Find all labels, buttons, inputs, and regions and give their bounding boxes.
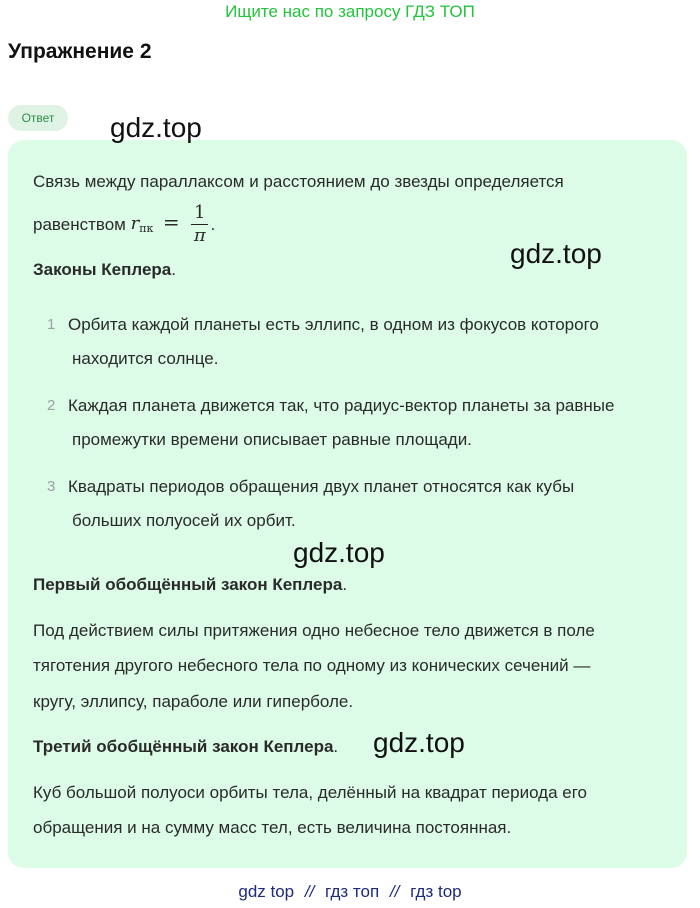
list-item-line: Квадраты периодов обращения двух планет относятся как кубы bbox=[68, 477, 575, 496]
first-general-heading: Первый обобщённый закон Кеплера. bbox=[33, 575, 348, 594]
parallax-formula bbox=[131, 196, 211, 255]
kepler-heading: Законы Кеплера. bbox=[33, 260, 176, 279]
list-item-line: больших полуосей их орбит. bbox=[72, 511, 296, 530]
list-item-line: промежутки времени описывает равные площади. bbox=[72, 430, 472, 449]
footer-link-gdz-top-ru[interactable]: гдз топ bbox=[325, 882, 380, 901]
list-item-line: Орбита каждой планеты есть эллипс, в одном из фокусов которого bbox=[68, 315, 599, 334]
list-number: 3 bbox=[47, 478, 56, 495]
intro-line-1: Связь между параллаксом и расстоянием до звезды определяется bbox=[33, 172, 564, 191]
first-general-line: Под действием силы притяжения одно небесное тело движется в поле bbox=[33, 621, 595, 640]
footer-links bbox=[0, 881, 700, 903]
list-number: 2 bbox=[47, 397, 56, 414]
formula-fraction bbox=[191, 202, 208, 247]
formula-sub: пк bbox=[139, 222, 154, 235]
formula-numerator: 1 bbox=[191, 202, 208, 225]
page-title: Упражнение 2 bbox=[8, 40, 152, 63]
formula-var: r bbox=[130, 213, 140, 234]
list-number: 1 bbox=[47, 316, 56, 333]
footer-link-gdz-top[interactable]: gdz top bbox=[238, 882, 295, 901]
search-banner: Ищите нас по запросу ГДЗ ТОП bbox=[225, 2, 475, 21]
first-general-line: тяготения другого небесного тела по одному из конических сечений — bbox=[33, 656, 591, 675]
formula-denominator: π bbox=[193, 225, 206, 246]
third-general-heading: Третий обобщённый закон Кеплера. bbox=[33, 737, 339, 756]
list-item-line: Каждая планета движется так, что радиус-вектор планеты за равные bbox=[68, 396, 615, 415]
watermark: gdz.top bbox=[373, 727, 465, 758]
footer-link-gdz-top-mixed[interactable]: гдз top bbox=[410, 882, 462, 901]
first-general-line: кругу, эллипсу, параболе или гиперболе. bbox=[33, 692, 354, 711]
intro-suffix: . bbox=[210, 214, 216, 234]
third-general-line: обращения и на сумму масс тел, есть величина постоянная. bbox=[33, 818, 512, 837]
watermark: gdz.top bbox=[510, 238, 602, 269]
footer-separator: // bbox=[389, 882, 400, 901]
answer-badge: Ответ bbox=[8, 105, 68, 131]
formula-eq: = bbox=[162, 210, 180, 234]
watermark: gdz.top bbox=[293, 537, 385, 568]
watermark: gdz.top bbox=[110, 112, 202, 143]
list-item-line: находится солнце. bbox=[72, 349, 219, 368]
intro-line-2 bbox=[33, 196, 215, 255]
intro-prefix: равенством bbox=[33, 214, 126, 234]
footer-separator: // bbox=[304, 882, 315, 901]
third-general-line: Куб большой полуоси орбиты тела, делённый на квадрат периода его bbox=[33, 783, 587, 802]
